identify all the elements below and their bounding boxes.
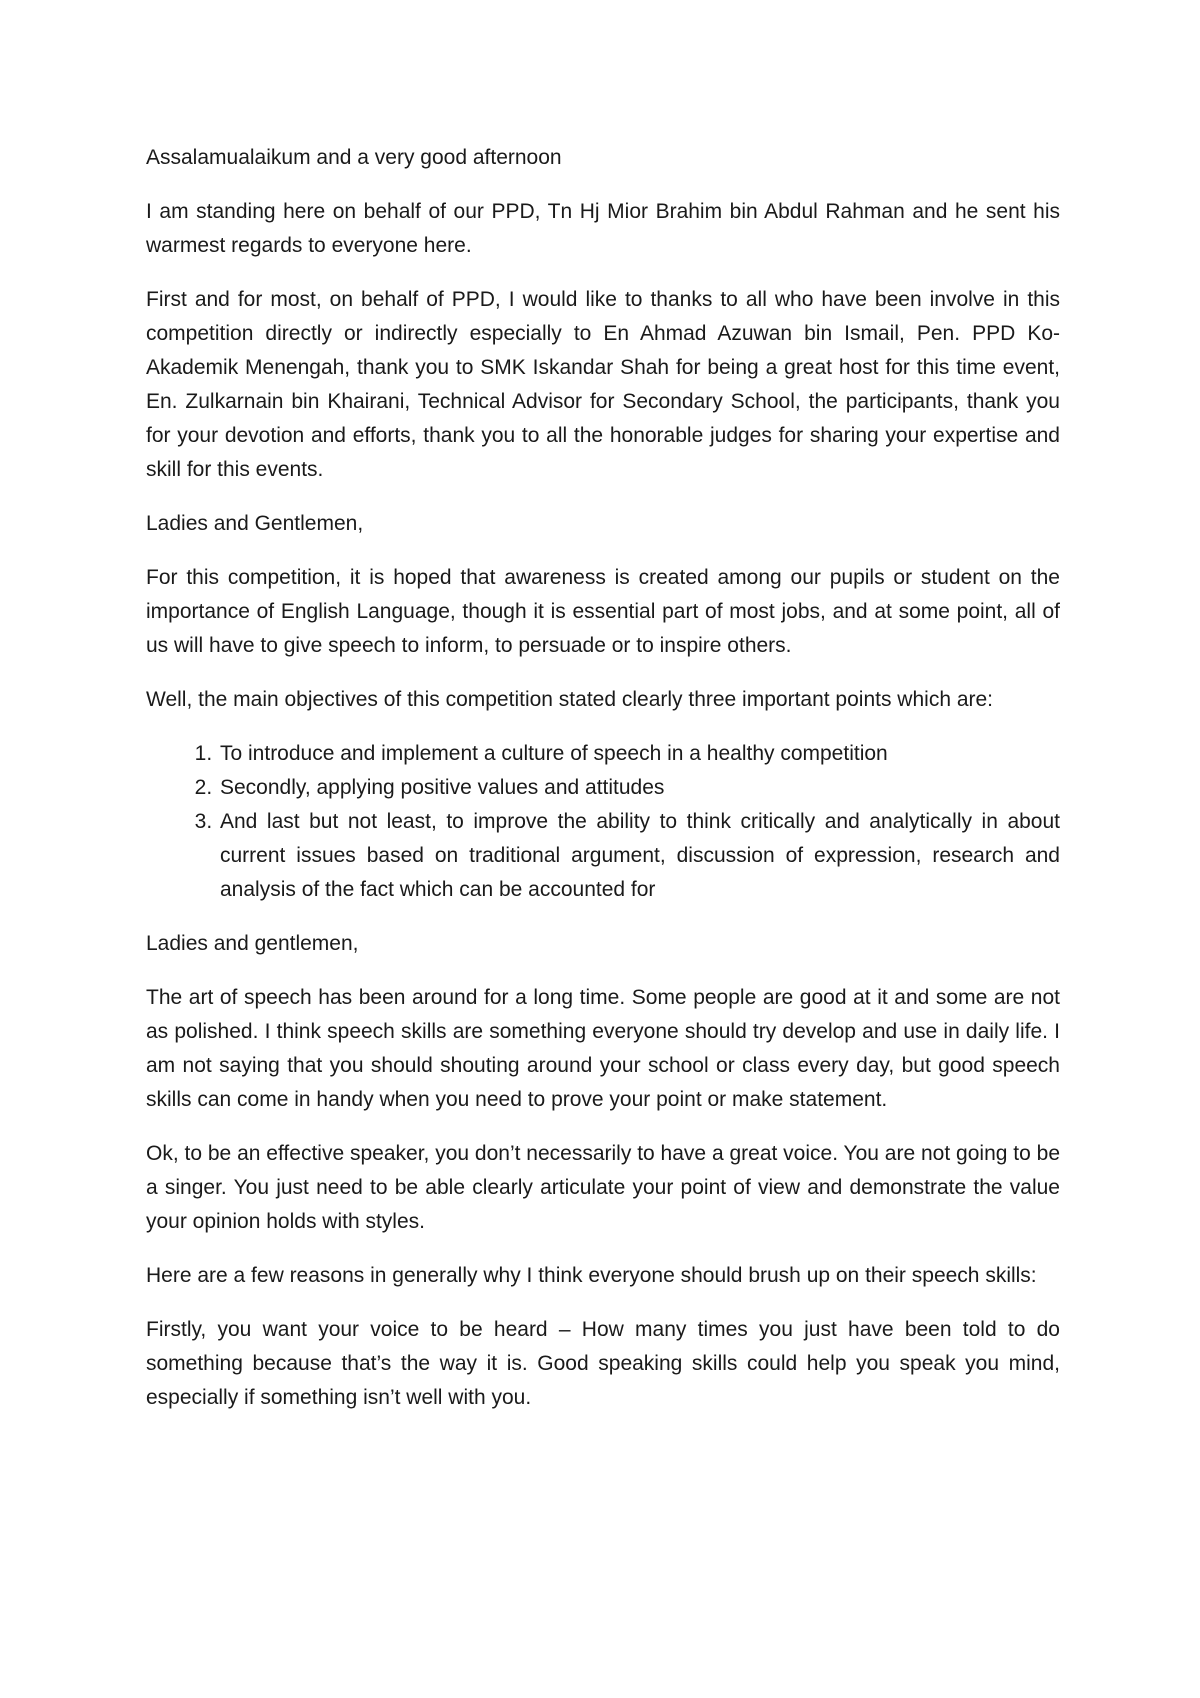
paragraph-behalf: I am standing here on behalf of our PPD, Tn Hj Mior Brahim bin Abdul Rahman and he sent his warmest regards to everyone here. — [146, 200, 1060, 257]
paragraph-firstly: Firstly, you want your voice to be heard – How many times you just have been told to do something because that’s the way it is. Good speaking skills could help you speak you mind, especially if something isn’t well with you. — [146, 1318, 1060, 1409]
paragraph-thanks: First and for most, on behalf of PPD, I would like to thanks to all who have been involve in this competition directly or indirectly especially to En Ahmad Azuwan bin Ismail, Pen. PPD Ko-Akademik Menengah, thank you to SMK Iskandar Shah for being a great host for this time event, En. Zulkarnain bin Khairani, Technical Advisor for Secondary School, the participants, thank you for your devotion and efforts, thank you to all the honorable judges for sharing your expertise and skill for this events. — [146, 288, 1060, 481]
salutation: Ladies and Gentlemen, — [146, 512, 364, 535]
paragraph-objectives: Well, the main objectives of this competition stated clearly three important points which are: — [146, 688, 994, 711]
paragraph-effective-speaker: Ok, to be an effective speaker, you don’t necessarily to have a great voice. You are not going to be a singer. You just need to be able clearly articulate your point of view and demonstrate the value your opinion holds with styles. — [146, 1142, 1060, 1233]
salutation: Ladies and gentlemen, — [146, 932, 359, 955]
speech-text — [146, 141, 1060, 1435]
list-item: 2. Secondly, applying positive values and attitudes — [218, 771, 1060, 805]
paragraph-awareness: For this competition, it is hoped that awareness is created among our pupils or student on the importance of English Language, though it is essential part of most jobs, and at some point, all of us will have to give speech to inform, to persuade or to inspire others. — [146, 566, 1060, 657]
paragraph-art-of-speech: The art of speech has been around for a long time. Some people are good at it and some are not as polished. I think speech skills are something everyone should try develop and use in daily life. I am not saying that you should shouting around your school or class every day, but good speech skills can come in handy when you need to prove your point or make statement. — [146, 986, 1060, 1111]
objectives-list — [146, 737, 1060, 907]
greeting: Assalamualaikum and a very good afternoon — [146, 146, 562, 169]
paragraph-reasons: Here are a few reasons in generally why I think everyone should brush up on their speech skills: — [146, 1264, 1037, 1287]
list-item: 1. To introduce and implement a culture of speech in a healthy competition — [218, 737, 1060, 771]
list-item: 3. And last but not least, to improve the ability to think critically and analytically in about current issues based on traditional argument, discussion of expression, research and analysis of the fact which can be accounted for — [218, 805, 1060, 907]
